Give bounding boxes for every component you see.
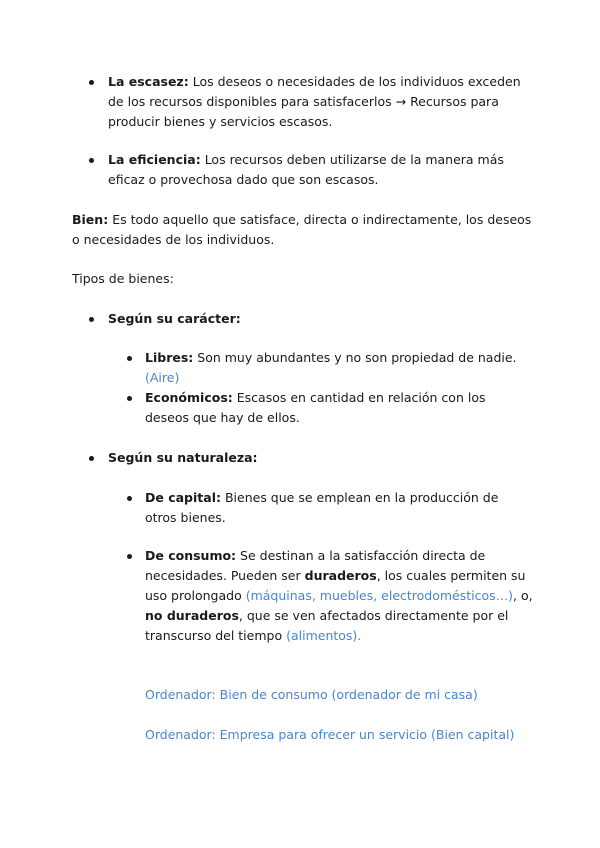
consumo-text-3: , o, (513, 588, 533, 603)
tipos-heading: Tipos de bienes: (72, 271, 174, 286)
consumo-text-4: , que se ven afectados directamente por el transcurso del tiempo (145, 608, 509, 643)
consumo-item (145, 546, 540, 646)
no-duraderos-term: no duraderos (145, 608, 239, 623)
note-capital: Ordenador: Empresa para ofrecer un servicio (Bien capital) (145, 727, 515, 742)
bullet-icon (89, 456, 94, 461)
capital-text: Bienes que se emplean en la producción de otros bienes. (145, 490, 499, 525)
consumo-text-1: Se destinan a la satisfacción directa de necesidades. Pueden ser (145, 548, 486, 583)
bullet-icon (89, 158, 94, 163)
bullet-icon (127, 396, 132, 401)
libres-text: Son muy abundantes y no son propiedad de nadie. (197, 350, 517, 365)
capital-label: De capital: (145, 490, 221, 505)
bullet-icon (89, 80, 94, 85)
eficiencia-paragraph (108, 150, 538, 190)
capital-item (145, 488, 525, 528)
escasez-text: Los deseos o necesidades de los individuos exceden de los recursos disponibles para satisfacerlos → Recursos para producir bienes y servicios escasos. (108, 74, 521, 129)
bullet-icon (127, 356, 132, 361)
bien-text: Es todo aquello que satisface, directa o indirectamente, los deseos o necesidades de los individuos. (72, 212, 532, 247)
consumo-label: De consumo: (145, 548, 237, 563)
bullet-icon (127, 496, 132, 501)
escasez-paragraph (108, 72, 538, 132)
economicos-label: Económicos: (145, 390, 233, 405)
consumo-example-2: (alimentos). (286, 628, 362, 643)
eficiencia-text: Los recursos deben utilizarse de la manera más eficaz o provechosa dado que son escasos. (108, 152, 504, 187)
note-consumo: Ordenador: Bien de consumo (ordenador de mi casa) (145, 687, 478, 702)
escasez-label: La escasez: (108, 74, 189, 89)
economicos-text: Escasos en cantidad en relación con los deseos que hay de ellos. (145, 390, 486, 425)
naturaleza-heading: Según su naturaleza: (108, 450, 258, 465)
eficiencia-label: La eficiencia: (108, 152, 201, 167)
libres-label: Libres: (145, 350, 194, 365)
duraderos-term: duraderos (304, 568, 377, 583)
bien-definition (72, 210, 542, 250)
bullet-icon (127, 554, 132, 559)
bullet-icon (89, 317, 94, 322)
consumo-example-1: (máquinas, muebles, electrodomésticos…) (245, 588, 514, 603)
bien-label: Bien: (72, 212, 109, 227)
consumo-text-2: , los cuales permiten su uso prolongado (145, 568, 526, 603)
economicos-item (145, 388, 530, 428)
caracter-heading: Según su carácter: (108, 311, 241, 326)
libres-example: (Aire) (145, 370, 180, 385)
libres-item (145, 348, 545, 388)
